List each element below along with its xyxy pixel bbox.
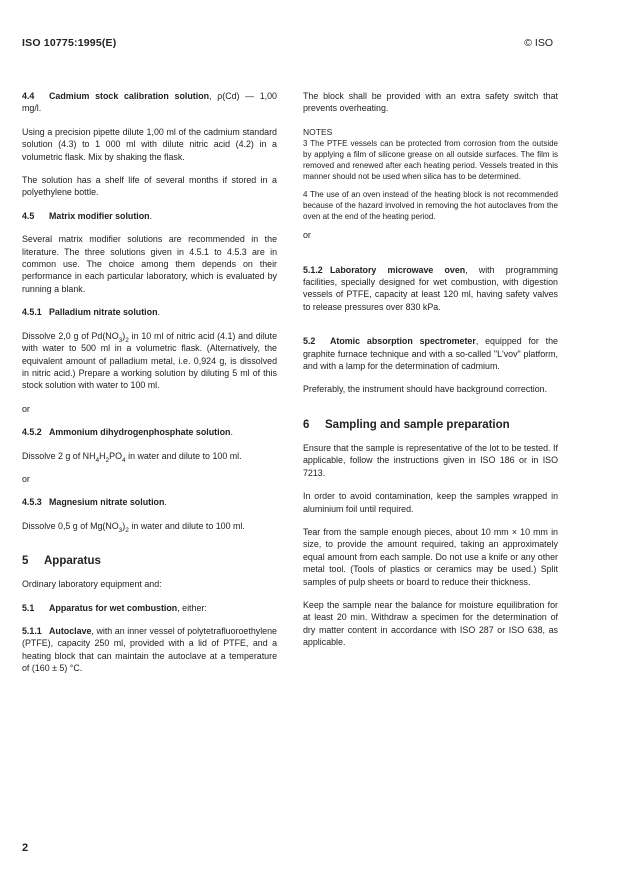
clause-4-5-2-heading: 4.5.2 Ammonium dihydrogenphosphate solution.: [22, 427, 233, 438]
or-separator: or: [22, 473, 30, 484]
clause-4-5-1-heading: 4.5.1 Palladium nitrate solution.: [22, 307, 160, 318]
clause-4-5-2-para-1: Dissolve 2 g of $NH_4H_2PO_4$ in water and dilute to 100 ml.: [22, 450, 242, 464]
section-5-intro: Ordinary laboratory equipment and:: [22, 579, 162, 590]
notes-label: NOTES: [303, 126, 333, 137]
clause-4-4-heading: 4.4 Cadmium stock calibration solution, ρ(Cd) — 1,00 mg/l.: [22, 91, 277, 114]
page-number: 2: [22, 842, 29, 854]
note-4: 4 The use of an oven instead of the heating block is not recommended because of the hazard involved in removing the hot autoclaves from the oven at the end of the heating period.: [303, 190, 558, 222]
copyright-mark: © ISO: [524, 37, 553, 49]
clause-5-1-1-para: 5.1.1 Autoclave, with an inner vessel of polytetrafluoroethylene (PTFE), capacity 250 ml, provided with a lid of PTFE, and a heating block that can maintain the autoclave at a temperature of (160 ± 5) °C.: [22, 625, 277, 674]
clause-5-1-heading: 5.1 Apparatus for wet combustion, either:: [22, 602, 207, 613]
clause-4-4-para-2: The solution has a shelf life of several months if stored in a polyethylene bottle.: [22, 175, 277, 198]
clause-5-1-2-para: 5.1.2 Laboratory microwave oven, with programming facilities, specially designed for wet combustion, with digestion vessels of PTFE, capacity at least 120 ml, having safety valves to release pressures over 830 kPa.: [303, 264, 558, 312]
left-column: [22, 90, 277, 686]
section-6-para-1: Ensure that the sample is representative of the lot to be tested. If applicable, follow the instructions given in ISO 186 or in ISO 7213.: [303, 442, 558, 478]
clause-4-5-para-1: Several matrix modifier solutions are recommended in the literature. The three solutions given in 4.5.1 to 4.5.3 are in common use. The choice among them depends on their performance in each particular laboratory, which is evaluated by running a blank.: [22, 234, 277, 294]
clause-4-5-heading: 4.5 Matrix modifier solution.: [22, 210, 153, 221]
right-column: [303, 90, 558, 660]
section-6-para-4: Keep the sample near the balance for moisture equilibration for at least 20 min. Withdraw a specimen for the determination of dry matter content in accordance with ISO 287 or ISO 638, as applicable.: [303, 599, 558, 648]
note-3: 3 The PTFE vessels can be protected from corrosion from the outside by applying a film of silicone grease on all outside surfaces. The film is removed and renewed after each heating period. Vessels treated in this manner should not be used when silica has to be determined.: [303, 139, 558, 182]
block-safety-para: The block shall be provided with an extra safety switch that prevents overheating.: [303, 91, 558, 114]
section-6-para-3: Tear from the sample enough pieces, about 10 mm × 10 mm in size, to provide the amount required, taking an approximately equal amount from each sample. Do not use a knife or any other metal tool. (Tools of plastics or ceramics may be used.) Split samples of pulp sheets or board to reduce their thickness.: [303, 526, 558, 587]
section-5-heading: 5 Apparatus: [22, 555, 101, 568]
or-separator: or: [22, 403, 30, 414]
clause-4-5-3-para-1: Dissolve 0,5 g of $Mg(NO_3)_2$ in water and dilute to 100 ml.: [22, 520, 245, 534]
section-6-heading: 6 Sampling and sample preparation: [303, 418, 510, 431]
clause-4-4-para-1: Using a precision pipette dilute 1,00 ml of the cadmium standard solution (4.3) to 1 000 ml with dilute nitric acid (4.2) in a volumetric flask. Mix by shaking the flask.: [22, 126, 277, 162]
document-id: ISO 10775:1995(E): [22, 37, 117, 49]
section-6-para-2: In order to avoid contamination, keep the samples wrapped in aluminium foil until required.: [303, 491, 558, 514]
clause-4-5-3-heading: 4.5.3 Magnesium nitrate solution.: [22, 497, 167, 508]
clause-5-2-para: 5.2 Atomic absorption spectrometer, equipped for the graphite furnace technique and with a so-called "L'vov" platform, and with a lamp for the determination of cadmium.: [303, 336, 558, 372]
clause-4-5-1-para-1: Dissolve 2,0 g of $Pd(NO_3)_2$ in 10 ml of nitric acid (4.1) and dilute with water to 500 ml in a volumetric flask. (Alternatively, the equivalent amount of palladium metal, i.e. 0,924 g, is dissolved in nitric acid.) Prepare a working solution by diluting 5 ml of this stock solution with water to 100 ml.: [22, 330, 278, 391]
or-separator: or: [303, 230, 311, 241]
clause-5-2-para-2: Preferably, the instrument should have background correction.: [303, 384, 548, 395]
